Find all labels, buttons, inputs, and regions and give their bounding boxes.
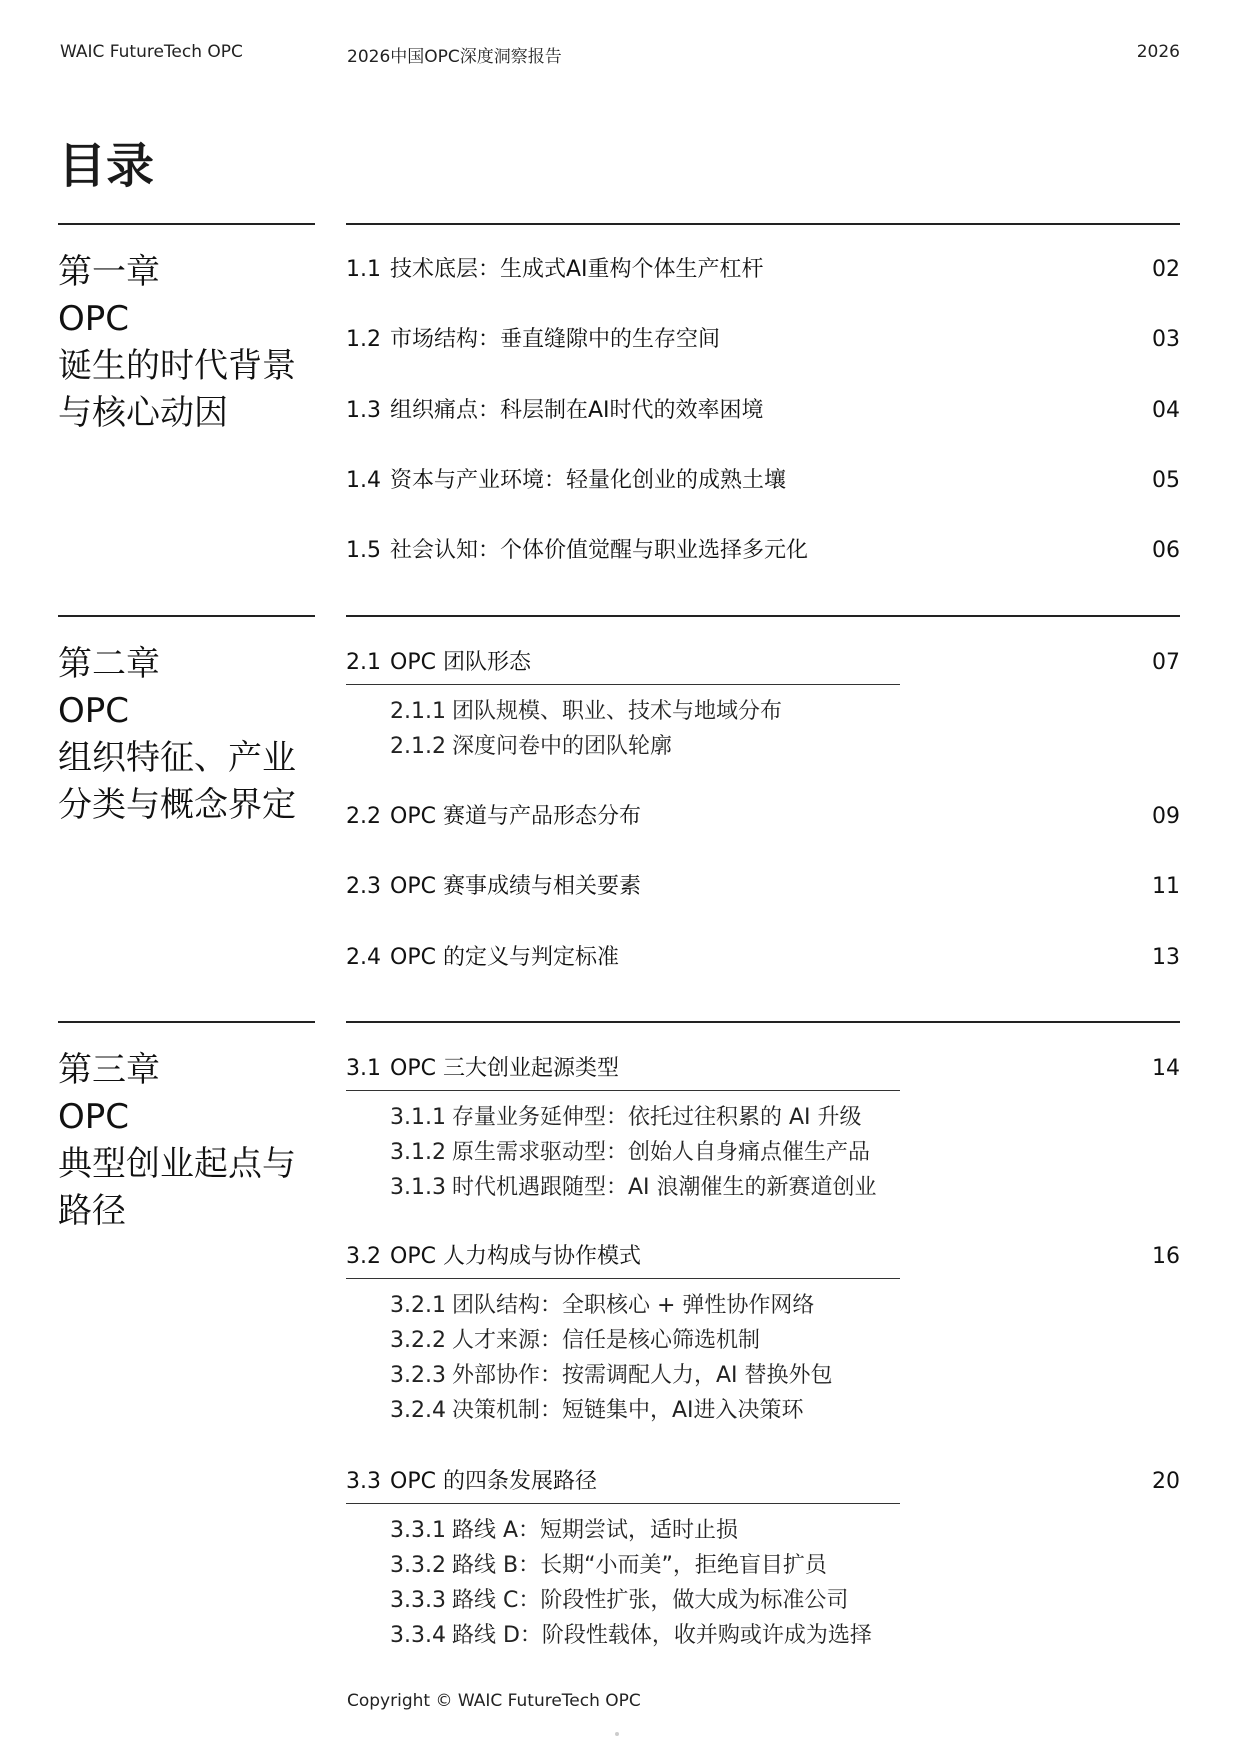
subsection-list [390,1100,877,1205]
section-number: 2.2 [346,804,381,829]
subsection-title: 时代机遇跟随型：AI 浪潮催生的新赛道创业 [452,1175,877,1200]
toc-section[interactable] [346,645,1180,676]
section-title: OPC 三大创业起源类型 [390,1056,619,1081]
subsection-number: 3.2.4 [390,1398,446,1423]
chapter-title-line: OPC [58,691,130,731]
section-page: 06 [1152,538,1180,563]
section-page: 03 [1152,327,1180,352]
section-title: 市场结构：垂直缝隙中的生存空间 [390,327,721,352]
subsection-title: 人才来源：信任是核心筛选机制 [452,1328,761,1353]
toc-section[interactable] [346,1464,1180,1495]
toc-section[interactable] [346,533,1180,564]
subsection-list [390,1513,872,1653]
chapter-divider-right [346,223,1180,225]
subsection-number: 3.3.1 [390,1518,446,1543]
section-page: 20 [1152,1469,1180,1494]
section-underline [346,1278,900,1279]
section-number: 3.3 [346,1469,381,1494]
toc-section[interactable] [346,252,1180,283]
subsection-list [390,1288,833,1428]
section-number: 1.3 [346,398,381,423]
section-page: 09 [1152,804,1180,829]
subsection-number: 3.1.1 [390,1105,446,1130]
subsection-number: 3.2.3 [390,1363,446,1388]
section-page: 04 [1152,398,1180,423]
toc-subsection[interactable] [390,1100,877,1135]
section-number: 3.2 [346,1244,381,1269]
toc-subsection[interactable] [390,1323,833,1358]
chapter-title-line: 诞生的时代背景 [58,346,296,386]
toc-subsection[interactable] [390,1358,833,1393]
chapter-divider-left [58,615,315,617]
section-underline [346,1503,900,1504]
section-page: 13 [1152,945,1180,970]
toc-section[interactable] [346,1239,1180,1270]
subsection-number: 3.3.3 [390,1588,446,1613]
toc-subsection[interactable] [390,1618,872,1653]
subsection-number: 2.1.1 [390,699,446,724]
section-number: 2.3 [346,874,381,899]
subsection-number: 3.3.2 [390,1553,446,1578]
section-page: 14 [1152,1056,1180,1081]
toc-section[interactable] [346,393,1180,424]
toc-subsection[interactable] [390,694,782,729]
subsection-number: 3.1.2 [390,1140,446,1165]
subsection-title: 路线 C：阶段性扩张，做大成为标准公司 [452,1588,849,1613]
chapter-divider-right [346,615,1180,617]
toc-section[interactable] [346,869,1180,900]
subsection-title: 深度问卷中的团队轮廓 [452,734,673,759]
toc-section[interactable] [346,1051,1180,1082]
section-page: 05 [1152,468,1180,493]
chapter-title [58,249,296,437]
section-title: 社会认知：个体价值觉醒与职业选择多元化 [390,538,809,563]
subsection-title: 团队规模、职业、技术与地域分布 [452,699,783,724]
chapter-title-line: OPC [58,299,130,339]
section-title: OPC 团队形态 [390,650,531,675]
section-title: 资本与产业环境：轻量化创业的成熟土壤 [390,468,787,493]
toc-subsection[interactable] [390,1288,833,1323]
subsection-title: 存量业务延伸型：依托过往积累的 AI 升级 [452,1105,862,1130]
toc-subsection[interactable] [390,1170,877,1205]
footer-copyright: Copyright © WAIC FutureTech OPC [347,1691,641,1711]
subsection-title: 外部协作：按需调配人力，AI 替换外包 [452,1363,833,1388]
section-title: 技术底层：生成式AI重构个体生产杠杆 [390,257,764,282]
subsection-list [390,694,782,764]
toc-section[interactable] [346,799,1180,830]
section-number: 3.1 [346,1056,381,1081]
header-center: 2026中国OPC深度洞察报告 [347,47,562,67]
toc-subsection[interactable] [390,1583,872,1618]
section-page: 11 [1152,874,1180,899]
section-number: 1.5 [346,538,381,563]
subsection-title: 路线 A：短期尝试，适时止损 [452,1518,739,1543]
subsection-number: 3.2.1 [390,1293,446,1318]
chapter-title-line: 第二章 [58,644,160,684]
section-number: 2.1 [346,650,381,675]
chapter-title-line: 组织特征、产业 [58,738,296,778]
toc-section[interactable] [346,940,1180,971]
toc-section[interactable] [346,322,1180,353]
subsection-number: 3.1.3 [390,1175,446,1200]
toc-subsection[interactable] [390,729,782,764]
chapter-divider-right [346,1021,1180,1023]
section-title: OPC 赛事成绩与相关要素 [390,874,641,899]
subsection-number: 2.1.2 [390,734,446,759]
chapter-divider-left [58,1021,315,1023]
toc-subsection[interactable] [390,1513,872,1548]
section-page: 07 [1152,650,1180,675]
chapter-title-line: 第一章 [58,252,160,292]
toc-subsection[interactable] [390,1135,877,1170]
chapter-divider-left [58,223,315,225]
subsection-title: 团队结构：全职核心 + 弹性协作网络 [452,1293,815,1318]
chapter-title-line: 分类与概念界定 [58,785,296,825]
toc-subsection[interactable] [390,1393,833,1428]
subsection-number: 3.2.2 [390,1328,446,1353]
subsection-title: 决策机制：短链集中，AI进入决策环 [452,1398,804,1423]
chapter-title-line: 与核心动因 [58,393,228,433]
toc-section[interactable] [346,463,1180,494]
chapter-title-line: OPC [58,1097,130,1137]
chapter-title [58,641,296,829]
section-number: 1.4 [346,468,381,493]
section-title: OPC 赛道与产品形态分布 [390,804,641,829]
subsection-number: 3.3.4 [390,1623,446,1648]
page-title: 目录 [58,138,155,194]
section-number: 2.4 [346,945,381,970]
chapter-title [58,1047,296,1235]
subsection-title: 原生需求驱动型：创始人自身痛点催生产品 [452,1140,871,1165]
chapter-title-line: 路径 [58,1191,126,1231]
chapter-title-line: 典型创业起点与 [58,1144,296,1184]
subsection-title: 路线 B：长期“小而美”，拒绝盲目扩员 [452,1553,827,1578]
section-page: 16 [1152,1244,1180,1269]
section-title: OPC 的定义与判定标准 [390,945,619,970]
page-dot [615,1732,619,1736]
header-left: WAIC FutureTech OPC [60,42,243,62]
header-right: 2026 [1136,42,1180,62]
section-underline [346,684,900,685]
section-underline [346,1090,900,1091]
section-title: OPC 人力构成与协作模式 [390,1244,641,1269]
section-title: 组织痛点：科层制在AI时代的效率困境 [390,398,764,423]
section-number: 1.2 [346,327,381,352]
section-number: 1.1 [346,257,381,282]
toc-subsection[interactable] [390,1548,872,1583]
section-title: OPC 的四条发展路径 [390,1469,597,1494]
section-page: 02 [1152,257,1180,282]
chapter-title-line: 第三章 [58,1050,160,1090]
subsection-title: 路线 D：阶段性载体，收并购或许成为选择 [452,1623,872,1648]
